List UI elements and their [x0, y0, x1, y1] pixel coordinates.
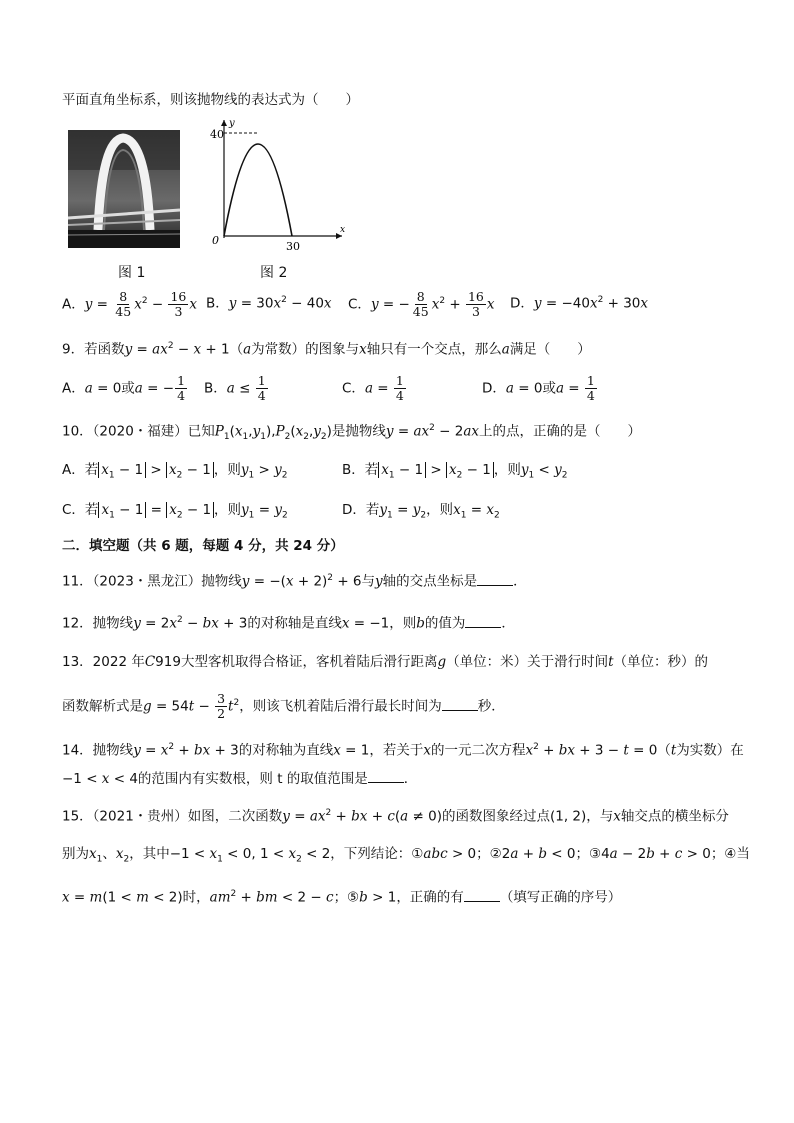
- q8-option-a[interactable]: A．y = $\frac{8}{45}$ $x^2$ − $\frac{16}{3}$ x: [62, 289, 197, 319]
- q14-answer-blank[interactable]: [368, 768, 404, 783]
- q10-option-d[interactable]: D．若$y_1 = y_2$，则$x_1 = x_2$: [342, 502, 500, 521]
- q9-option-b[interactable]: B．a ≤ $\frac{1}{4}$: [204, 373, 266, 403]
- fig1-caption: 图 1: [118, 265, 146, 281]
- q14-line2: −1 < x < 4的范围内有实数根，则 t 的取值范围是 ．: [62, 768, 417, 789]
- graph-x-label: x: [340, 225, 346, 235]
- graph-y-tick: 40: [210, 128, 224, 141]
- graph-x-tick: 30: [286, 240, 300, 250]
- q8-option-d[interactable]: D．$y = -40x^2 + 30x$: [510, 295, 648, 312]
- q9-stem: 9．若函数$y = ax^2 - x + 1(a$为常数）的图象与x轴只有一个交点，那么a满足（ ）: [62, 341, 591, 358]
- q12-stem: 12．抛物线$y = 2x^2$ − bx + 3的对称轴是直线x = −1，则b的值为 ．: [62, 610, 515, 634]
- q8-option-b[interactable]: B．$y = 30x^2 - 40x$: [206, 295, 332, 312]
- q10-stem: 10．（2020・福建）已知$P_1(x_1,y_1),P_2(x_2,y_2)$是抛物线$y = ax^2 - 2ax$上的点，正确的是（ ）: [62, 423, 642, 443]
- q10-option-c[interactable]: C．若 $x_1 - 1 = x_2 - 1$ ，则$y_1 = y_2$: [62, 502, 288, 521]
- q8-option-c[interactable]: C．y = − $\frac{8}{45}$ $x^2$ + $\frac{16}{3}$ x: [348, 289, 495, 319]
- bridge-photo: [68, 130, 180, 248]
- q10-option-b[interactable]: B．若 $x_1 - 1 > x_2 - 1$ ，则$y_1 < y_2$: [342, 462, 568, 481]
- q9-option-d[interactable]: D．a = 0或a = $\frac{1}{4}$: [482, 373, 595, 403]
- q15-line2: 别为$x_1$、$x_2$，其中$-1 < x_1 < 0$, $1 < x_2 < 2$，下列结论：①abc > 0；②2a + b < 0；③4a − 2b + c > 0；④当: [62, 846, 750, 865]
- q14-line1: 14．抛物线$y = x^2$ + bx + 3的对称轴为直线x = 1，若关于x的一元二次方程$x^2$ + bx + 3 − t = 0（t为实数）在: [62, 742, 744, 759]
- q13-line1: 13．2022 年C919大型客机取得合格证，客机着陆后滑行距离g（单位：米）关于滑行时间t（单位：秒）的: [62, 654, 709, 670]
- q15-line1: 15．（2021・贵州）如图，二次函数$y = ax^2$ + bx + c(a ≠ 0)的函数图象经过点(1, 2)，与x轴交点的横坐标分: [62, 808, 729, 825]
- fig2-caption: 图 2: [260, 265, 288, 281]
- q10-option-a[interactable]: A．若 $x_1 - 1 > x_2 - 1$ ，则$y_1 > y_2$: [62, 462, 288, 481]
- graph-y-label: y: [229, 118, 235, 129]
- q11-answer-blank[interactable]: [477, 571, 513, 586]
- q8-intro: 平面直角坐标系，则该抛物线的表达式为（ ）: [62, 92, 359, 108]
- q9-option-c[interactable]: C．a = $\frac{1}{4}$: [342, 373, 404, 403]
- q15-line3: x = m(1 < m < 2)时，$am^2$ + bm < 2 − c；⑤b > 1，正确的有 （填写正确的序号）: [62, 884, 621, 908]
- q15-answer-blank[interactable]: [464, 887, 500, 902]
- section-title-fill-blank: 二．填空题（共 6 题，每题 4 分，共 24 分）: [62, 538, 344, 554]
- q12-answer-blank[interactable]: [465, 613, 501, 628]
- graph-origin: 0: [212, 234, 219, 247]
- q13-line2: 函数解析式是g = 54t − $\frac{3}{2}$ $t^2$，则该飞机着陆后滑行最长时间为 秒．: [62, 691, 505, 721]
- q9-option-a[interactable]: A．a = 0或a = − $\frac{1}{4}$: [62, 373, 186, 403]
- parabola-graph: [200, 116, 350, 250]
- q13-answer-blank[interactable]: [442, 696, 478, 711]
- q11-stem: 11．（2023・黑龙江）抛物线$y = -(x + 2)^2 + 6$与y轴的交点坐标是 ．: [62, 568, 527, 592]
